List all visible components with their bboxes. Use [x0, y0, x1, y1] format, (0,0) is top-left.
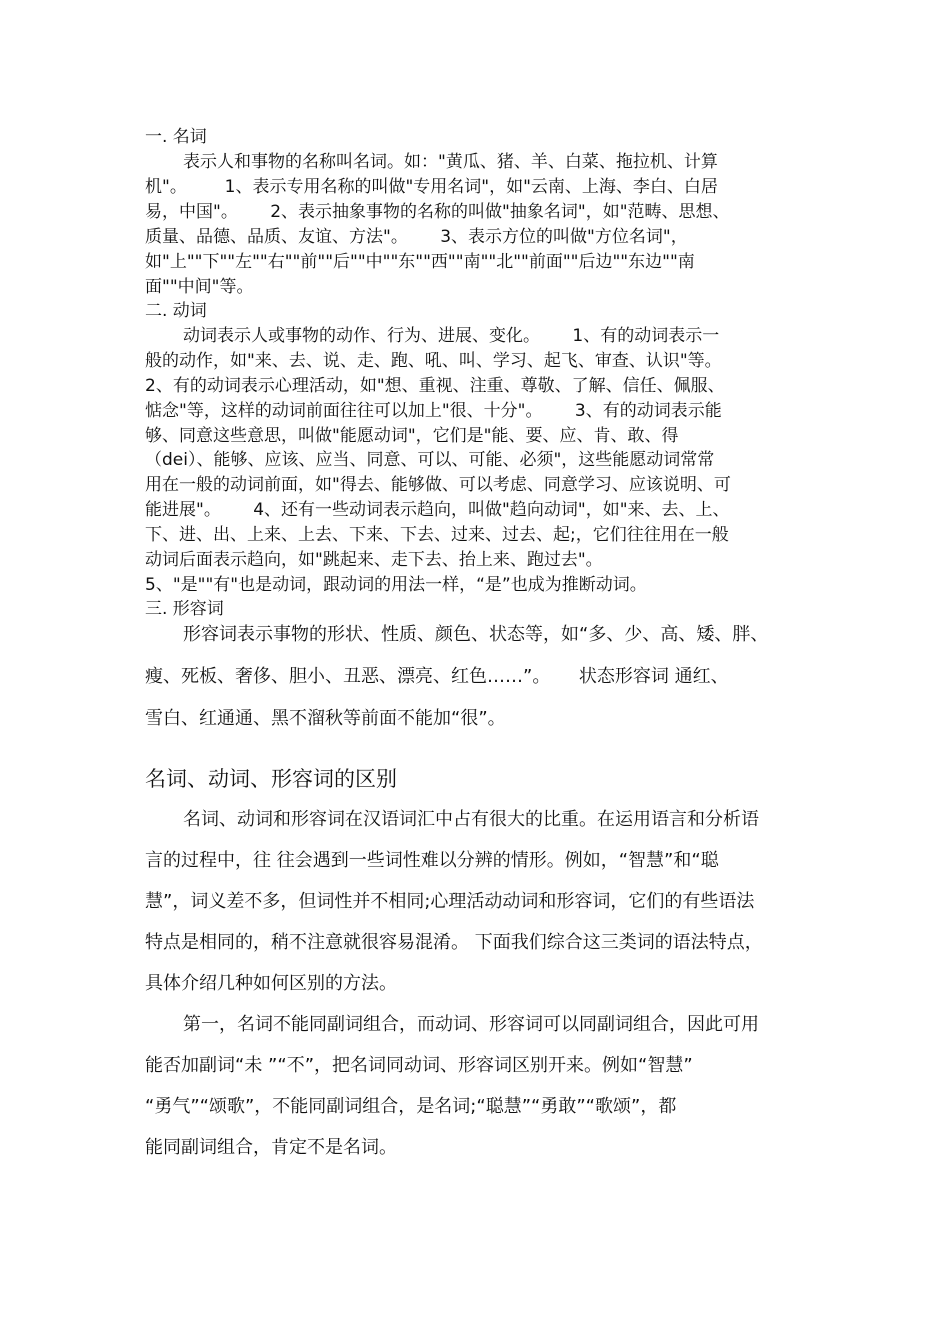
- paragraph-line: 能否加副词“未 ”“不”，把名词同动词、形容词区别开来。例如“智慧”: [145, 1055, 693, 1076]
- paragraph-line: 如"上""下""左""右""前""后""中""东""西""南""北""前面""后边""东边""南: [145, 252, 695, 272]
- paragraph-line: “勇气”“颂歌”，不能同副词组合，是名词;“聪慧”“勇敢”“歌颂”，都: [145, 1096, 677, 1117]
- paragraph-line: 表示人和事物的名称叫名词。如："黄瓜、猪、羊、白菜、拖拉机、计算: [183, 152, 718, 172]
- paragraph-line: 雪白、红通通、黑不溜秋等前面不能加“很”。: [145, 708, 506, 729]
- paragraph-line: 2、有的动词表示心理活动，如"想、重视、注重、尊敬、了解、信任、佩服、: [145, 376, 725, 396]
- section-heading-nouns: 一. 名词: [145, 127, 207, 147]
- section-heading-verbs: 二. 动词: [145, 301, 207, 321]
- paragraph-line: （dei）、能够、应该、应当、同意、可以、可能、必须"，这些能愿动词常常: [145, 450, 715, 470]
- paragraph-line: 言的过程中，往 往会遇到一些词性难以分辨的情形。例如，“智慧”和“聪: [145, 850, 719, 871]
- paragraph-line: 般的动作，如"来、去、说、走、跑、吼、叫、学习、起飞、审查、认识"等。: [145, 351, 722, 371]
- paragraph-line: 机"。 1、表示专用名称的叫做"专用名词"，如"云南、上海、李白、白居: [145, 177, 718, 197]
- paragraph-line: 下、进、出、上来、上去、下来、下去、过来、过去、起;，它们往往用在一般: [145, 525, 729, 545]
- paragraph-line: 易，中国"。 2、表示抽象事物的名称的叫做"抽象名词"，如"范畴、思想、: [145, 202, 730, 222]
- section-heading-adjectives: 三. 形容词: [145, 599, 224, 619]
- paragraph-line: 动词表示人或事物的动作、行为、进展、变化。 1、有的动词表示一: [183, 326, 720, 346]
- paragraph-line: 瘦、死板、奢侈、胆小、丑恶、漂亮、红色……”。 状态形容词 通红、: [145, 666, 729, 687]
- paragraph-line: 具体介绍几种如何区别的方法。: [145, 973, 397, 994]
- paragraph-line: 特点是相同的，稍不注意就很容易混淆。 下面我们综合这三类词的语法特点，: [145, 932, 763, 953]
- paragraph-line: 形容词表示事物的形状、性质、颜色、状态等，如“多、少、高、矮、胖、: [183, 624, 769, 645]
- paragraph-line: 质量、品德、品质、友谊、方法"。 3、表示方位的叫做"方位名词"，: [145, 227, 688, 247]
- paragraph-line: 能同副词组合，肯定不是名词。: [145, 1137, 397, 1158]
- paragraph-line: 惦念"等，这样的动词前面往往可以加上"很、十分"。 3、有的动词表示能: [145, 401, 722, 421]
- paragraph-line: 面""中间"等。: [145, 277, 254, 297]
- paragraph-line: 名词、动词和形容词在汉语词汇中占有很大的比重。在运用语言和分析语: [183, 809, 759, 830]
- paragraph-line: 动词后面表示趋向，如"跳起来、走下去、抬上来、跑过去"。: [145, 550, 603, 570]
- paragraph-line: 第一，名词不能同副词组合，而动词、形容词可以同副词组合，因此可用: [183, 1014, 759, 1035]
- paragraph-line: 慧”，词义差不多，但词性并不相同;心理活动动词和形容词，它们的有些语法: [145, 891, 755, 912]
- paragraph-line: 用在一般的动词前面，如"得去、能够做、可以考虑、同意学习、应该说明、可: [145, 475, 731, 495]
- paragraph-line: 能进展"。 4、还有一些动词表示趋向，叫做"趋向动词"，如"来、去、上、: [145, 500, 730, 520]
- paragraph-line: 5、"是""有"也是动词，跟动词的用法一样，“是”也成为推断动词。: [145, 575, 647, 595]
- section-title-differences: 名词、动词、形容词的区别: [145, 767, 397, 791]
- paragraph-line: 够、同意这些意思，叫做"能愿动词"，它们是"能、要、应、肯、敢、得: [145, 426, 679, 446]
